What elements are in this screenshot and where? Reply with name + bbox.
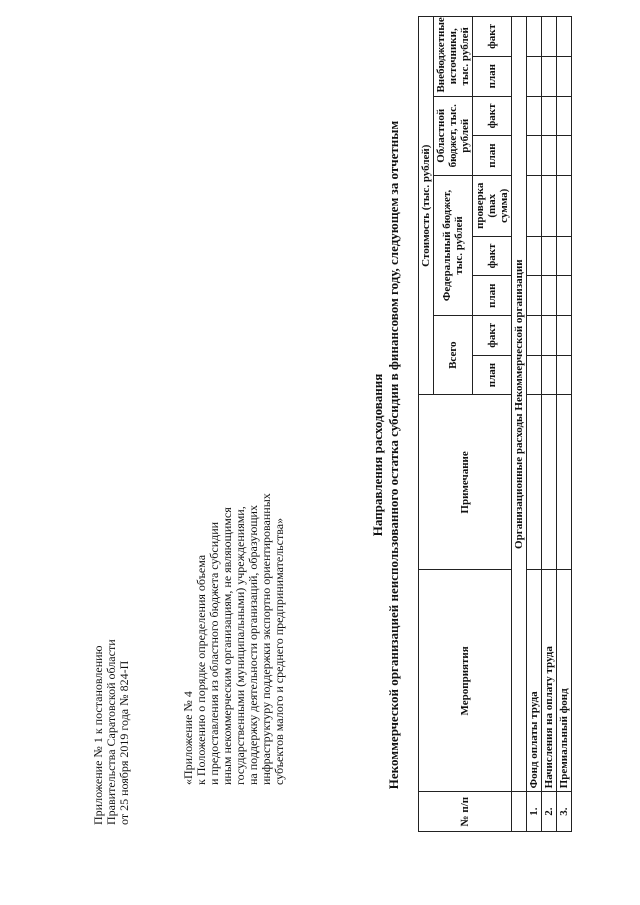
annex-block — [182, 355, 286, 785]
row-number: 3. — [557, 792, 572, 832]
row-name: Фонд оплаты труда — [527, 570, 542, 792]
cell — [527, 56, 542, 96]
cell — [557, 355, 572, 395]
table-row — [557, 17, 572, 832]
title-line-2: Некоммерческой организацией неиспользованного остатка субсидии в финансовом году, следующем за отчетным — [386, 120, 401, 790]
cell — [542, 136, 557, 176]
cell — [527, 175, 542, 236]
title-line-1: Направления расходования — [370, 373, 385, 537]
row-name: Начисления на оплату труда — [542, 570, 557, 792]
header-extra-plan: план — [473, 56, 512, 96]
annex-line-1: «Приложение № 4 — [181, 691, 195, 785]
cell — [557, 136, 572, 176]
section-num-cell — [512, 792, 527, 832]
row-note — [557, 395, 572, 570]
cell — [542, 175, 557, 236]
cell — [542, 355, 557, 395]
approval-block — [92, 565, 131, 825]
cell — [557, 17, 572, 57]
header-total: Всего — [434, 315, 473, 394]
cell — [542, 96, 557, 136]
header-federal-plan: план — [473, 276, 512, 316]
header-regional-plan: план — [473, 136, 512, 176]
header-extra: Внебюджетные источники, тыс. рублей — [434, 17, 473, 97]
cell — [557, 175, 572, 236]
table-row — [542, 17, 557, 832]
row-name: Премиальный фонд — [557, 570, 572, 792]
cell — [527, 276, 542, 316]
cell — [527, 17, 542, 57]
expenditure-table — [418, 16, 572, 832]
cell — [527, 315, 542, 355]
header-event: Мероприятия — [419, 570, 512, 792]
annex-line-5: государственными (муниципальными) учреждениями, — [233, 506, 247, 785]
row-note — [542, 395, 557, 570]
document-title — [370, 45, 402, 865]
header-extra-fact: факт — [473, 17, 512, 57]
header-total-fact: факт — [473, 315, 512, 355]
approval-line-3: от 25 ноября 2019 года № 824-П — [117, 660, 131, 825]
cell — [527, 355, 542, 395]
header-federal-fact: факт — [473, 236, 512, 276]
cell — [542, 56, 557, 96]
table-row — [527, 17, 542, 832]
header-cost: Стоимость (тыс. рублей) — [419, 17, 434, 395]
header-total-plan: план — [473, 355, 512, 395]
row-number: 2. — [542, 792, 557, 832]
annex-line-7: инфраструктуру поддержки экспортно ориентированных — [259, 493, 273, 785]
annex-line-6: на поддержку деятельности организаций, образующих — [246, 505, 260, 785]
annex-line-4: иным некоммерческим организациям, не являющимся — [220, 507, 234, 785]
cell — [557, 236, 572, 276]
header-regional-fact: факт — [473, 96, 512, 136]
annex-line-3: и предоставления из областного бюджета субсидии — [207, 521, 221, 785]
cell — [557, 276, 572, 316]
annex-line-2: к Положению о порядке определения объема — [194, 554, 208, 785]
section-header: Организационные расходы Некоммерческой организации — [512, 17, 527, 792]
cell — [542, 315, 557, 355]
cell — [542, 17, 557, 57]
header-federal-check: проверка (max сумма) — [473, 175, 512, 236]
cell — [557, 315, 572, 355]
header-regional: Областной бюджет, тыс. рублей — [434, 96, 473, 175]
approval-line-1: Приложение № 1 к постановлению — [91, 645, 105, 825]
row-number: 1. — [527, 792, 542, 832]
header-num: № п/п — [419, 792, 512, 832]
cell — [527, 96, 542, 136]
cell — [527, 236, 542, 276]
cell — [527, 136, 542, 176]
cell — [542, 276, 557, 316]
cell — [557, 96, 572, 136]
header-federal: Федеральный бюджет, тыс. рублей — [434, 175, 473, 315]
approval-line-2: Правительства Саратовской области — [104, 639, 118, 825]
annex-line-8: субъектов малого и среднего предпринимательства» — [272, 517, 286, 785]
row-note — [527, 395, 542, 570]
cell — [542, 236, 557, 276]
header-note: Примечание — [419, 395, 512, 570]
cell — [557, 56, 572, 96]
